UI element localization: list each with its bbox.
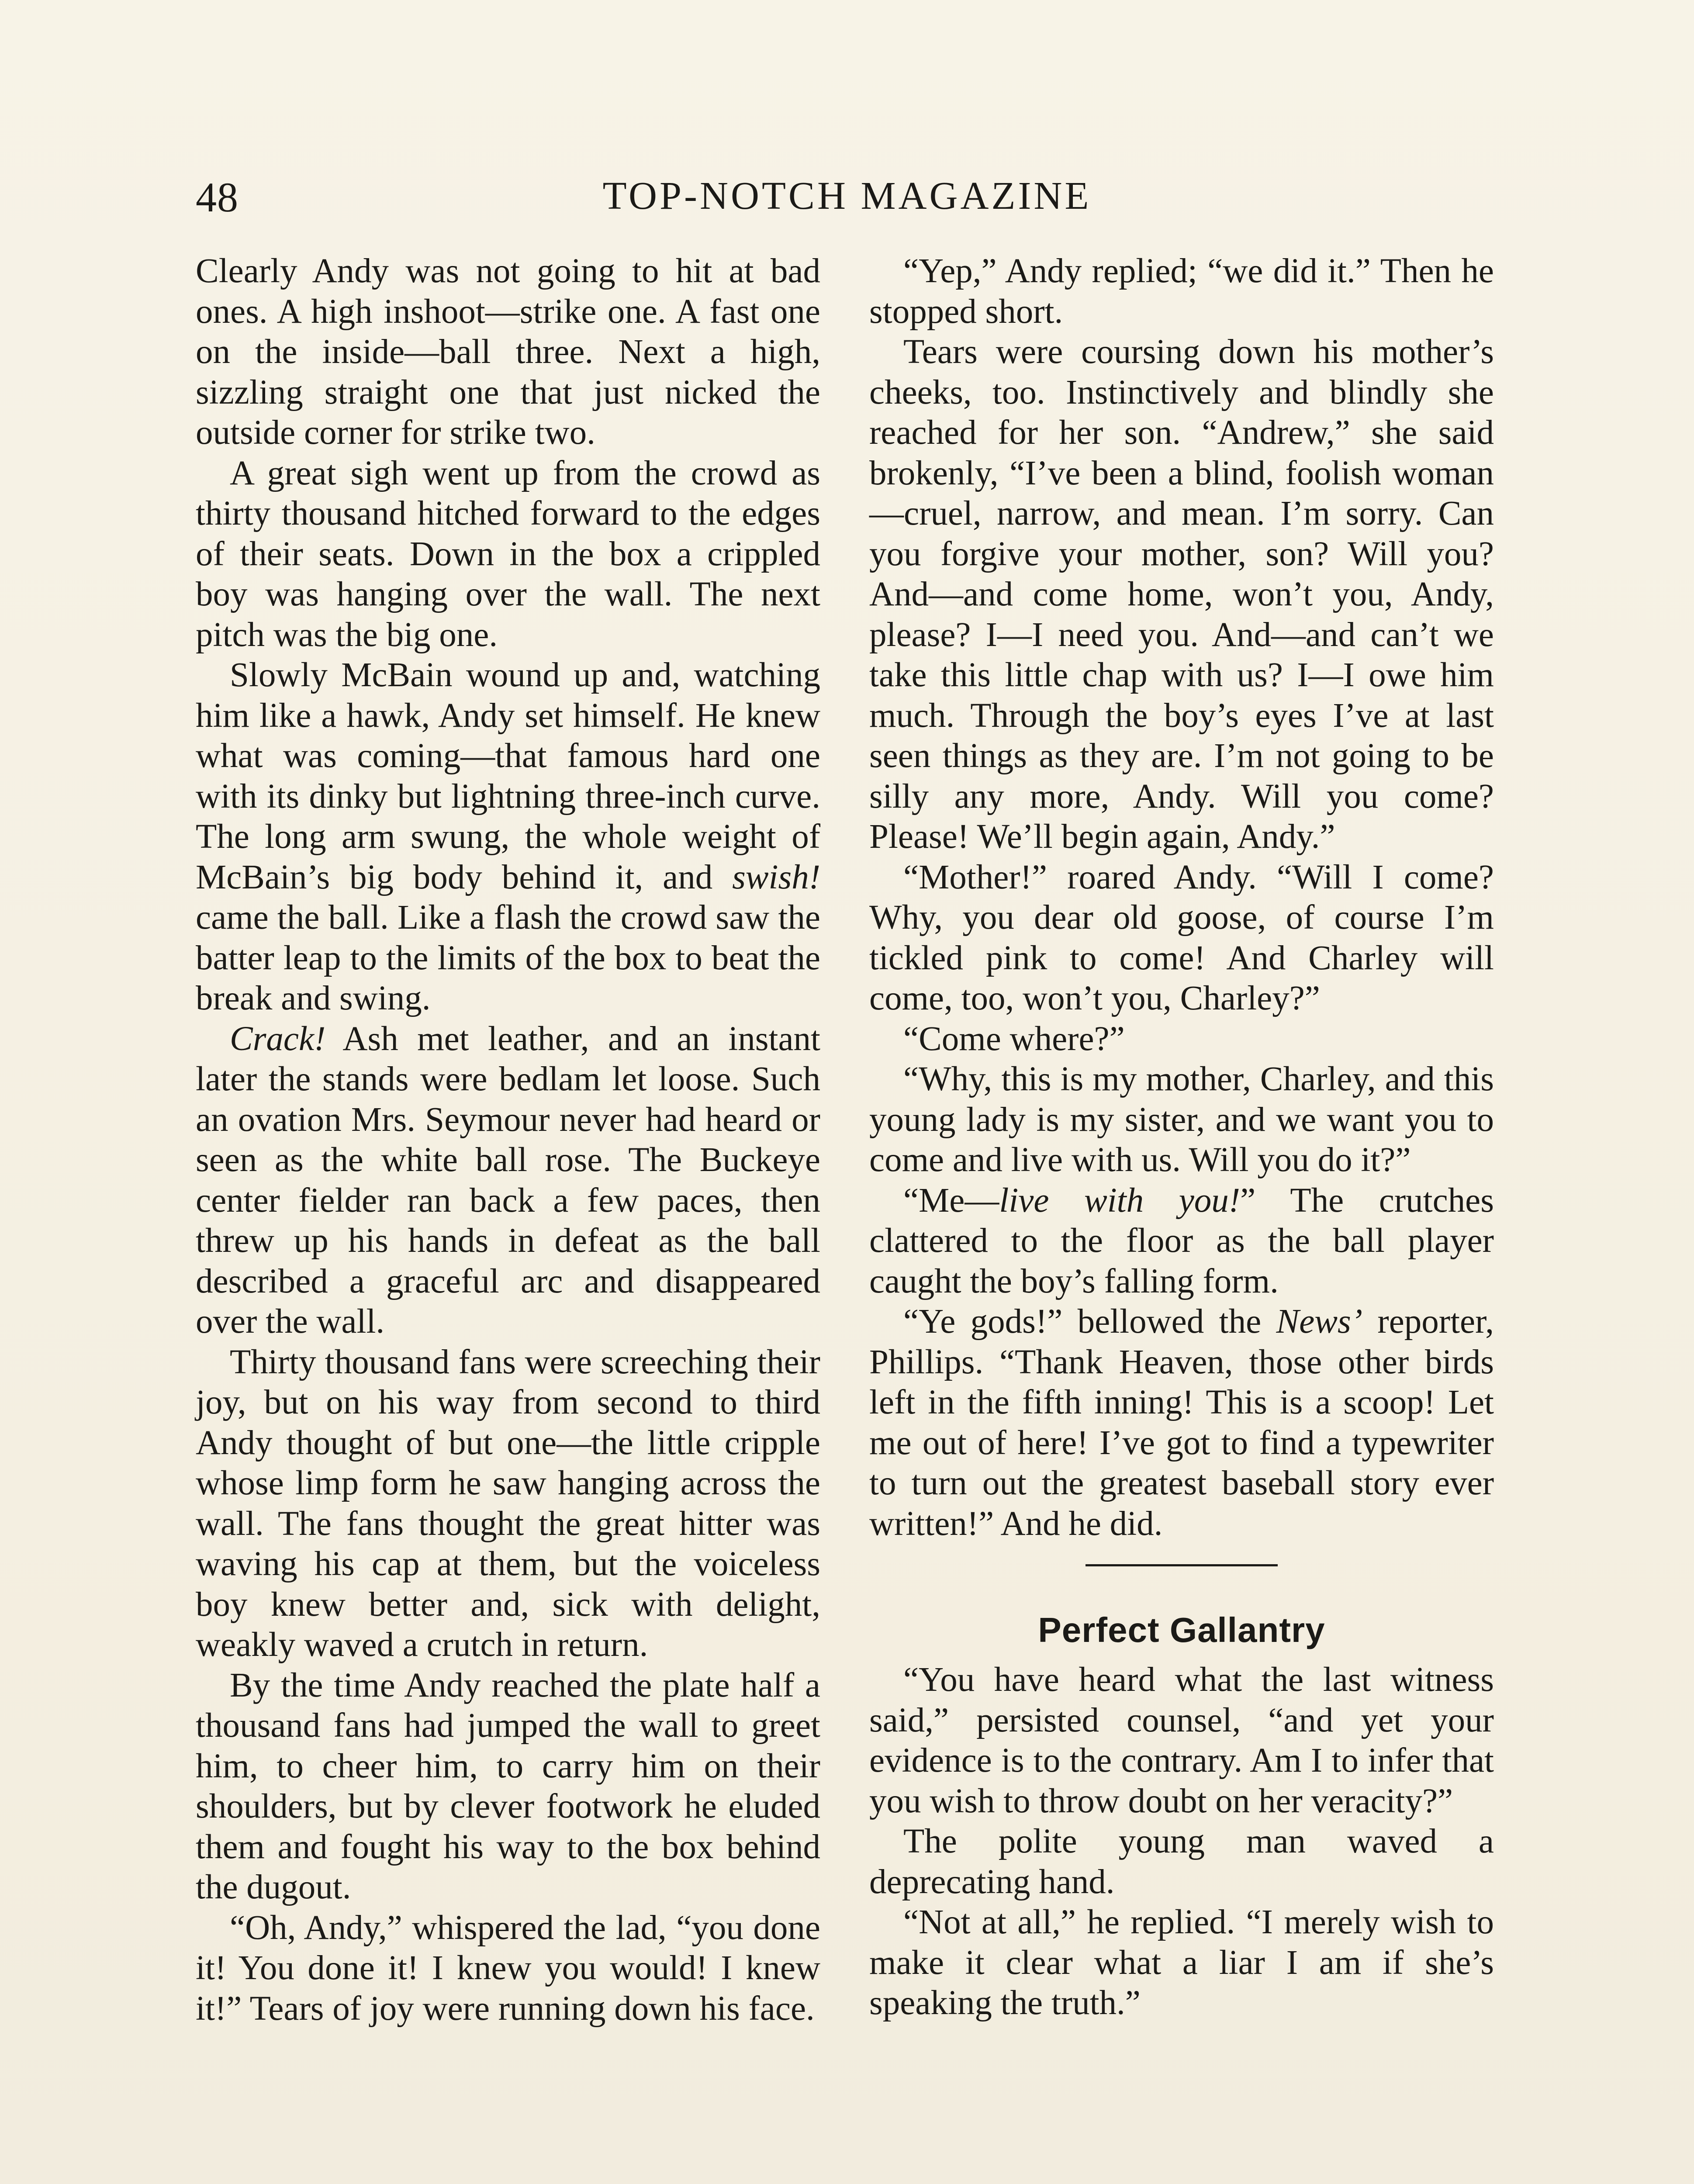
paragraph (869, 1902, 1494, 2024)
section-body (869, 1660, 1494, 2024)
right-column-body (869, 251, 1494, 1544)
text-run: reporter, Phillips. “Thank Heaven, those other birds left in the fifth inning! This is a scoop! Let me out of here! I’ve got to find a typewriter to turn out the greatest baseball story ever written!” And he did. (869, 1303, 1494, 1543)
paragraph (869, 1821, 1494, 1902)
paragraph (196, 655, 820, 1019)
section-title: Perfect Gallantry (1038, 1610, 1325, 1649)
text-run: “Ye gods!” bellowed the (903, 1303, 1276, 1341)
text-run: came the ball. Like a flash the crowd saw the batter leap to the limits of the box to beat the break and swing. (196, 898, 820, 1017)
text-run: Clearly Andy was not going to hit at bad ones. A high inshoot—strike one. A fast one on the inside—ball three. Next a high, sizzling straight one that just nicked the outside corner for strike two. (196, 252, 820, 452)
text-run: Thirty thousand fans were screeching their joy, but on his way from second to third Andy thought of but one—the little cripple whose limp form he saw hanging across the wall. The fans thought the great hitter was waving his cap at them, but the voiceless boy knew better and, sick with delight, weakly waved a crutch in return. (196, 1343, 820, 1664)
paragraph (869, 332, 1494, 857)
paragraph (196, 251, 820, 453)
magazine-title: TOP-NOTCH MAGAZINE (602, 174, 1092, 218)
paragraph (196, 1342, 820, 1666)
text-run: Slowly McBain wound up and, watching him like a hawk, Andy set himself. He knew what was coming—that famous hard one with its dinky but lightning three-inch curve. The long arm swung, the whole weight of McBain’s big body behind it, and (196, 656, 820, 896)
italic-text: News’ (1276, 1303, 1363, 1341)
text-run: Ash met leather, and an instant later the stands were bedlam let loose. Such an ovation Mrs. Seymour never had heard or seen as the white ball rose. The Buckeye center fielder ran back a few paces, then threw up his hands in defeat as the ball described a graceful arc and disappeared over the wall. (196, 1019, 820, 1341)
left-column (196, 251, 820, 2029)
right-column (869, 251, 1494, 2024)
paragraph (869, 857, 1494, 1019)
italic-text: Crack! (230, 1019, 326, 1058)
text-run: By the time Andy reached the plate half a thousand fans had jumped the wall to greet him, to cheer him, to carry him on their shoulders, but by clever footwork he eluded them and fought his way to the box behind the dugout. (196, 1666, 820, 1906)
paragraph (869, 1019, 1494, 1060)
paragraph (869, 251, 1494, 332)
text-run: The polite young man waved a deprecating hand. (869, 1822, 1494, 1901)
text-run: “Come where?” (903, 1019, 1125, 1058)
section-divider (1086, 1564, 1278, 1566)
paragraph (196, 453, 820, 656)
paragraph (869, 1059, 1494, 1181)
text-run: Tears were coursing down his mother’s cheeks, too. Instinctively and blindly she reached for her son. “Andrew,” she said brokenly, “I’ve been a blind, foolish woman—cruel, narrow, and mean. I’m sorry. Can you forgive your mother, son? Will you? And—and come home, won’t you, Andy, please? I—I need you. And—and can’t we take this little chap with us? I—I owe him much. Through the boy’s eyes I’ve at last seen things as they are. I’m not going to be silly any more, Andy. Will you come? Please! We’ll begin again, Andy.” (869, 333, 1494, 856)
text-run: “Not at all,” he replied. “I merely wish to make it clear what a liar I am if she’s speaking the truth.” (869, 1903, 1494, 2022)
text-run: “Mother!” roared Andy. “Will I come? Why, you dear old goose, of course I’m tickled pink to come! And Charley will come, too, won’t you, Charley?” (869, 858, 1494, 1017)
paragraph (196, 1666, 820, 1908)
text-run: “Me— (903, 1181, 999, 1220)
text-run: “Oh, Andy,” whispered the lad, “you done it! You done it! I knew you would! I knew it!” Tears of joy were running down his face. (196, 1908, 820, 2028)
text-run: “You have heard what the last witness said,” persisted counsel, “and yet your evidence is to the contrary. Am I to infer that you wish to throw doubt on her veracity?” (869, 1661, 1494, 1820)
paragraph (869, 1302, 1494, 1544)
text-run: ” The crutches clattered to the floor as the ball player caught the boy’s falling form. (869, 1181, 1494, 1300)
text-run: “Yep,” Andy replied; “we did it.” Then he stopped short. (869, 252, 1494, 331)
italic-text: swish! (732, 858, 820, 896)
paragraph (196, 1908, 820, 2029)
page-number: 48 (196, 174, 239, 221)
text-run: “Why, this is my mother, Charley, and this young lady is my sister, and we want you to come and live with us. Will you do it?” (869, 1060, 1494, 1179)
paragraph (196, 1019, 820, 1342)
italic-text: live with you! (999, 1181, 1241, 1220)
paragraph (869, 1660, 1494, 1821)
text-run: A great sigh went up from the crowd as thirty thousand hitched forward to the edges of their seats. Down in the box a crippled boy was hanging over the wall. The next pitch was the big one. (196, 454, 820, 654)
paragraph (869, 1181, 1494, 1302)
